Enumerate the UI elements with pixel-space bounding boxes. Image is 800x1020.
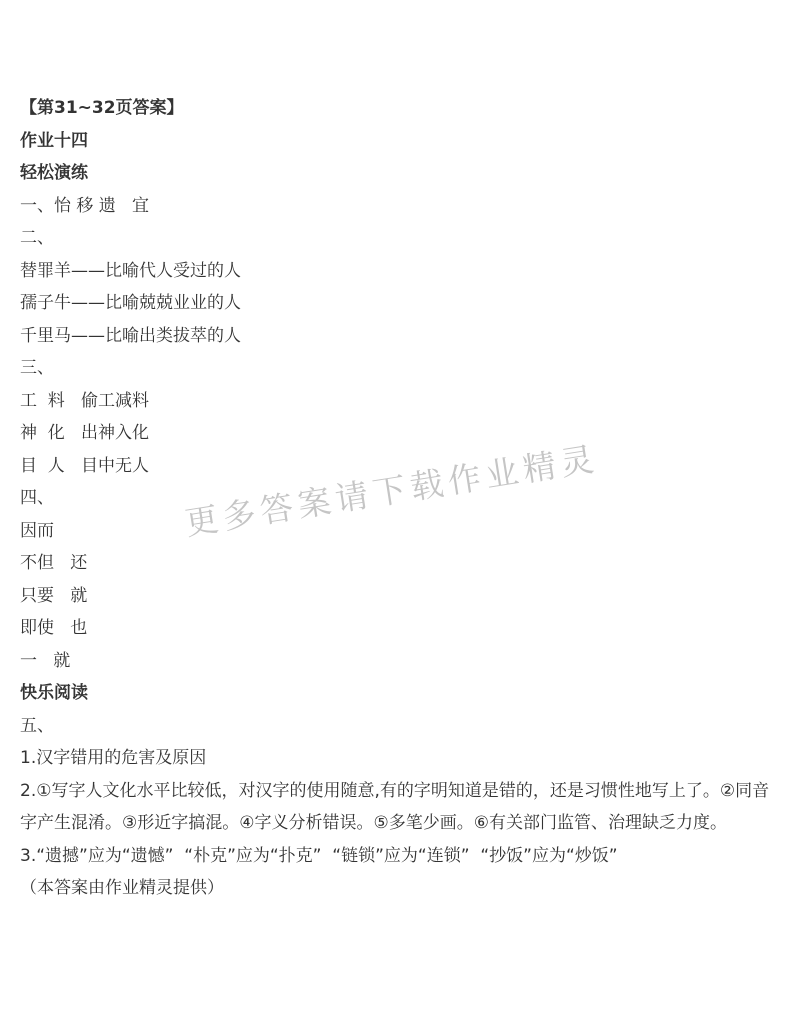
- question-4-label: 四、: [20, 488, 54, 508]
- question-2-line: 孺子牛——比喻兢兢业业的人: [20, 293, 241, 313]
- question-4-line: 一 就: [20, 650, 71, 671]
- question-3-line: 工 料 偷工减料: [20, 390, 150, 411]
- question-3-line: 目 人 目中无人: [20, 455, 150, 476]
- question-3-line: 神 化 出神入化: [20, 423, 150, 443]
- answer-document: [20, 92, 782, 905]
- question-5-label: 五、: [20, 715, 54, 736]
- question-2-line: 千里马——比喻出类拔萃的人: [20, 325, 241, 346]
- question-1-answer: 一、怡 移 遗 宜: [20, 195, 150, 216]
- reading-answer-2: 2.①写字人文化水平比较低，对汉字的使用随意,有的字明知道是错的，还是习惯性地写上了。②同音字产生混淆。③形近字搞混。④字义分析错误。⑤多笔少画。⑥有关部门监管、治理缺乏力度。: [20, 780, 770, 833]
- watermark-text: 更多答案请下载作业精灵: [182, 438, 602, 543]
- question-2-label: 二、: [20, 228, 54, 248]
- assignment-title: 作业十四: [20, 130, 88, 151]
- page-answers-heading: 【第31~32页答案】: [20, 98, 184, 118]
- question-2-line: 替罪羊——比喻代人受过的人: [20, 260, 241, 281]
- reading-answer-1: 1.汉字错用的危害及原因: [20, 748, 207, 768]
- section-title-happy-reading: 快乐阅读: [20, 683, 88, 703]
- answer-credit: （本答案由作业精灵提供）: [20, 878, 224, 898]
- section-title-easy-practice: 轻松演练: [20, 163, 88, 183]
- question-4-line: 不但 还: [20, 553, 88, 573]
- question-4-line: 因而: [20, 520, 54, 541]
- question-3-label: 三、: [20, 358, 54, 378]
- question-4-line: 即使 也: [20, 618, 88, 638]
- reading-answer-3: 3.“遗撼”应为“遗憾” “朴克”应为“扑克” “链锁”应为“连锁” “抄饭”应为“炒饭”: [20, 845, 618, 866]
- question-4-line: 只要 就: [20, 585, 88, 606]
